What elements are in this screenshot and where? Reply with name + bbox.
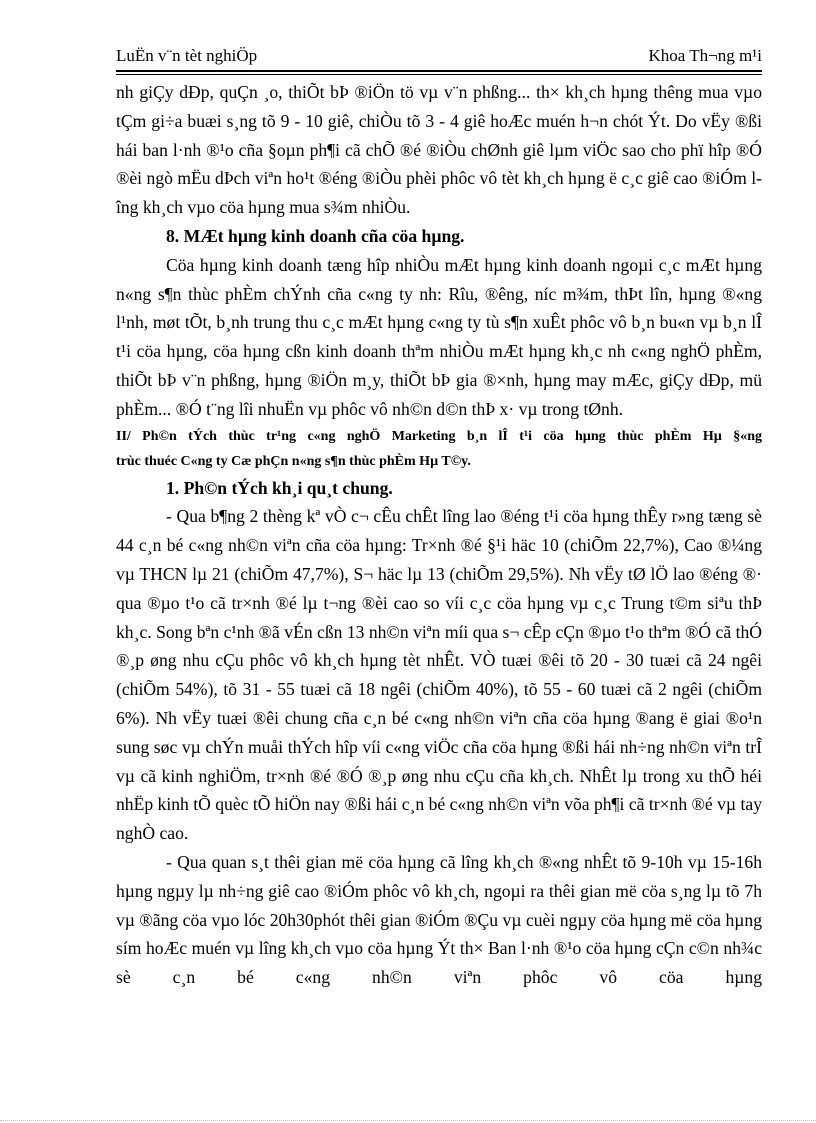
body-paragraph: nh giÇy dÐp, quÇn ¸o, thiÕt bÞ ®iÖn tö vµ v¨n phßng... th× kh¸ch hµng thêng mua vµo tÇm gi÷a buæi s¸ng tõ 9 - 10 giê, chiÒu tõ 3 - 4 giê hoÆc muén h¬n chót Ýt. Do vËy ®ßi hái ban l·nh ®¹o cña §oµn ph¶i cã chÕ ®é ®iÒu chØnh giê lµm viÖc sao cho phï hîp ®Ó ®èi ngò mËu dÞch viªn ho¹t ®éng ®iÒu phèi phôc vô tèt kh¸ch hµng ë c¸c giê cao ®iÓm lîng kh¸ch vµo cöa hµng mua s¾m nhiÒu. bbox=[116, 82, 762, 218]
header-rule-thin bbox=[116, 74, 762, 75]
page-header bbox=[116, 46, 762, 70]
body-paragraph: - Qua b¶ng 2 thèng kª vÒ c¬ cÊu chÊt lîng lao ®éng t¹i cöa hµng thÊy r»ng tæng sè 44 c¸n bé c«ng nh©n viªn cña cöa hµng: Tr×nh ®é §¹i häc 10 (chiÕm 22,7%), Cao ®¼ng vµ THCN lµ 21 (chiÕm 47,7%), S¬ häc lµ 13 (chiÕm 29,5%). Nh vËy tØ lÖ lao ®éng ®· qua ®µo t¹o cã tr×nh ®é lµ t¬ng ®èi cao so víi c¸c cöa hµng vµ c¸c Trung t©m siªu thÞ kh¸c. Song bªn c¹nh ®ã vÉn cßn 13 nh©n viªn míi qua s¬ cÊp cÇn ®µo t¹o thªm ®Ó cã thÓ ®¸p øng nhu cÇu phôc vô kh¸ch hµng tèt nhÊt. VÒ tuæi ®êi tõ 20 - 30 tuæi cã 24 ngêi (chiÕm 54%), tõ 31 - 55 tuæi cã 18 ngêi (chiÕm 40%), tõ 55 - 60 tuæi cã 2 ngêi (chiÕm 6%). Nh vËy tuæi ®êi chung cña c¸n bé c«ng nh©n viªn cña cöa hµng ®ang ë giai ®o¹n sung søc vµ chÝn muåi thÝch hîp víi c«ng viÖc cña cöa hµng ®ßi hái nh÷ng nh©n viªn trÎ vµ cã kinh nghiÖm, tr×nh ®é ®Ó ®¸p øng nhu cÇu cña kh¸ch. NhÊt lµ trong xu thÕ héi nhËp kinh tÕ quèc tÕ hiÖn nay ®ßi hái c¸n bé c«ng nh©n viªn võa ph¶i cã tr×nh ®é vµ tay nghÒ cao. bbox=[116, 506, 762, 844]
subsection-heading-1: 1. Ph©n tÝch kh¸i qu¸t chung. bbox=[166, 477, 393, 498]
section-heading-ii-line2: trùc thuéc C«ng ty Cæ phÇn n«ng s¶n thùc phÈm Hµ T©y. bbox=[116, 453, 471, 469]
header-rule-thick bbox=[116, 70, 762, 72]
body-paragraph: Cöa hµng kinh doanh tæng hîp nhiÒu mÆt hµng kinh doanh ngoµi c¸c mÆt hµng n«ng s¶n thùc phÈm chÝnh cña c«ng ty nh: Rîu, ®êng, níc m¾m, thÞt lîn, hµng ®«ng l¹nh, møt tÕt, b¸nh trung thu c¸c mÆt hµng c«ng ty tù s¶n xuÊt phôc vô b¸n bu«n vµ b¸n lÎ t¹i cöa hµng, cöa hµng cßn kinh doanh thªm nhiÒu mÆt hµng kh¸c nh c«ng nghÖ phÈm, thiÕt bÞ v¨n phßng, hµng ®iÖn m¸y, thiÕt bÞ gia ®×nh, hµng may mÆc, giÇy dÐp, mü phÈm... ®Ó t¨ng lîi nhuËn vµ phôc vô nh©n d©n thÞ x· vµ trong tØnh. bbox=[116, 254, 762, 419]
header-thesis-title: LuËn v¨n tèt nghiÖp bbox=[116, 46, 258, 65]
page-bottom-border bbox=[0, 1120, 816, 1121]
document-body bbox=[116, 78, 762, 992]
body-paragraph: - Qua quan s¸t thêi gian më cöa hµng cã lîng kh¸ch ®«ng nhÊt tõ 9-10h vµ 15-16h hµng ngµy lµ nh÷ng giê cao ®iÓm phôc vô kh¸ch, ngoµi ra thêi gian më cöa s¸ng lµ tõ 7h vµ ®ãng cöa vµo lóc 20h30phót thêi gian ®iÓm ®Çu vµ cuèi ngµy cöa hµng më cöa hµng sím hoÆc muén vµ lîng kh¸ch vµo cöa hµng Ýt th× Ban l·nh ®¹o cöa hµng cÇn c©n nh¾c sè c¸n bé c«ng nh©n viªn phôc vô cöa hµng bbox=[116, 851, 762, 988]
section-heading-ii-line1: II/ Ph©n tÝch thùc tr¹ng c«ng nghÖ Marketing b¸n lÎ t¹i cöa hµng thùc phÈm Hµ §«ng bbox=[116, 428, 762, 444]
section-heading-8: 8. MÆt hµng kinh doanh cña cöa hµng. bbox=[166, 225, 465, 246]
section-heading-ii bbox=[116, 424, 762, 474]
header-faculty-name: Khoa Th¬ng m¹i bbox=[648, 46, 762, 65]
